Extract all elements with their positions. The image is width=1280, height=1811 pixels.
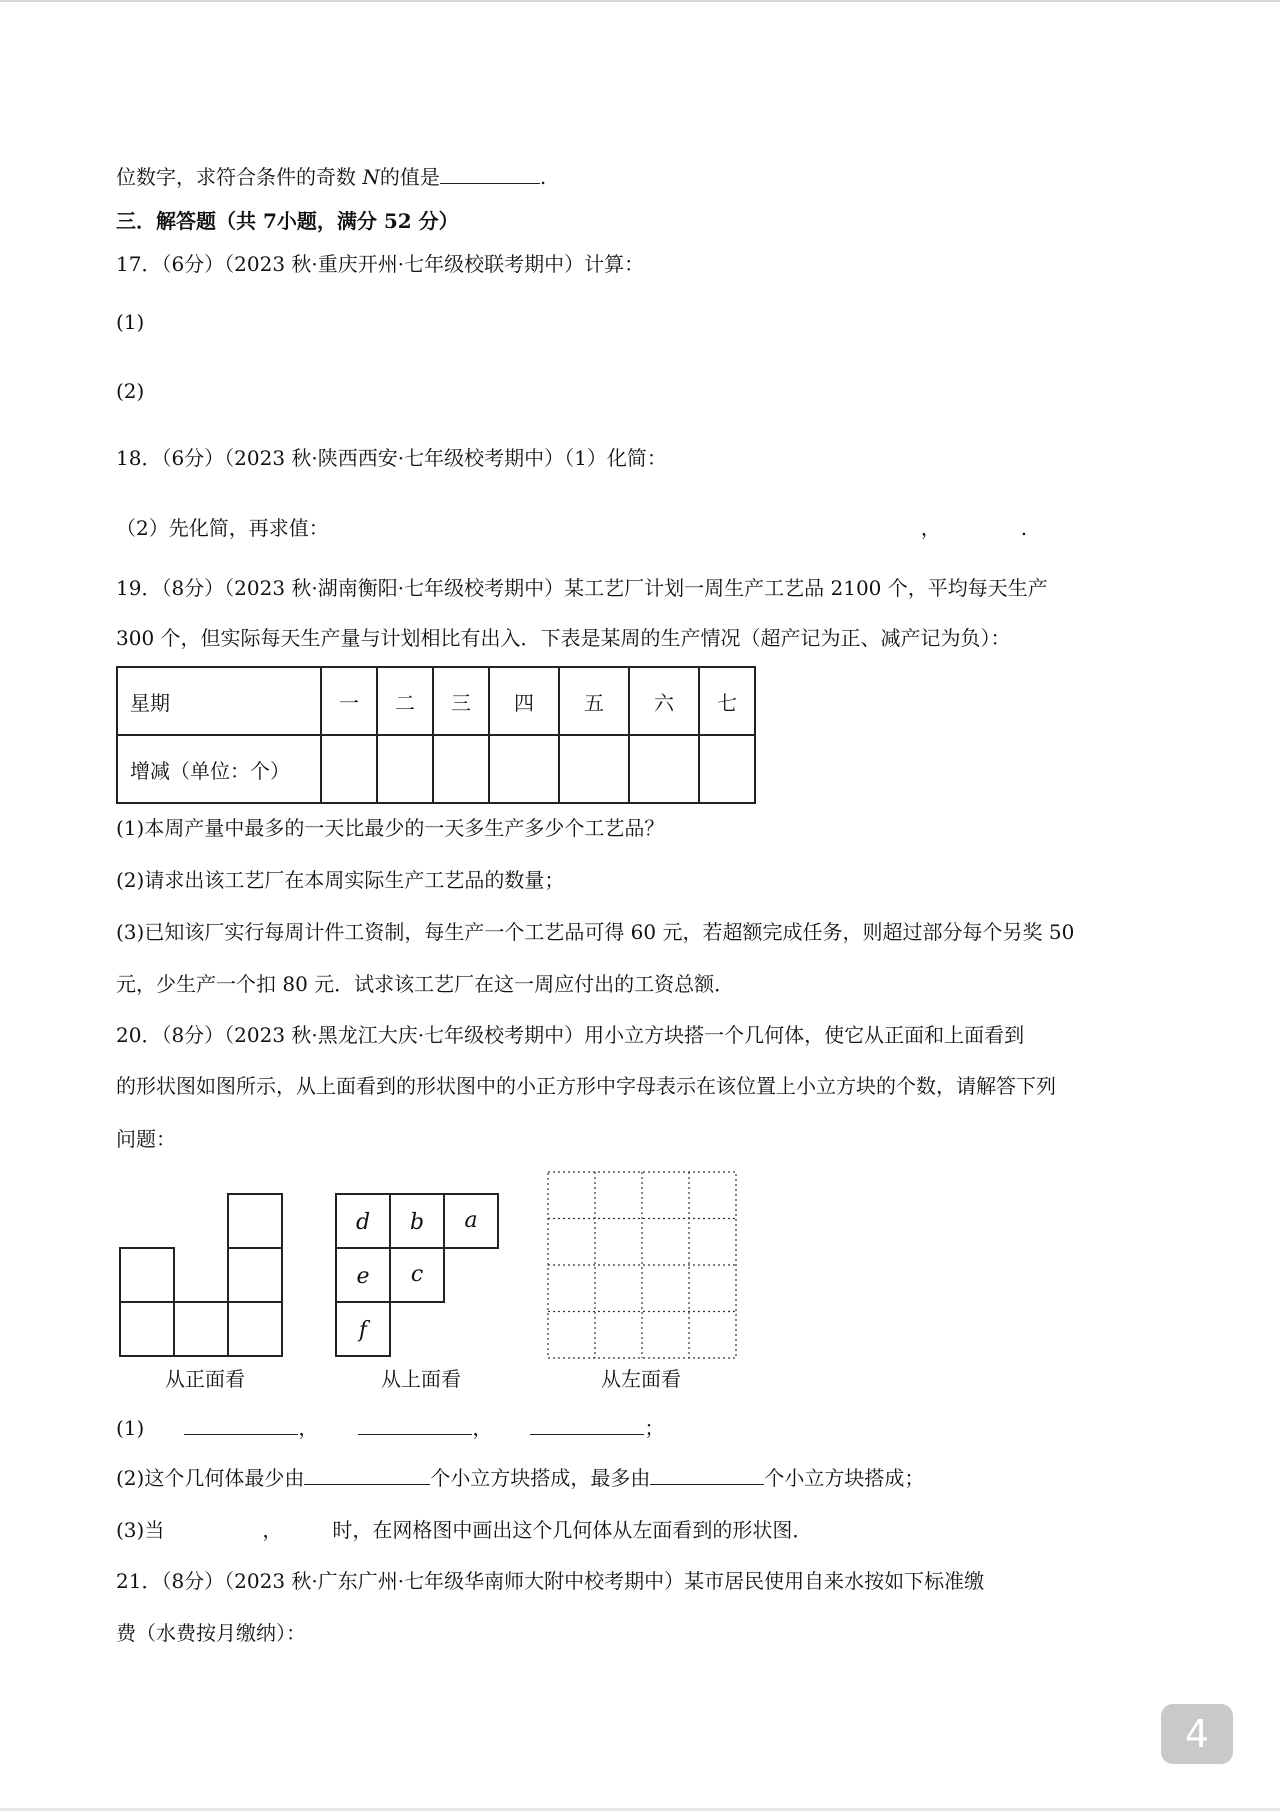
letter-d: d xyxy=(355,1210,371,1235)
question-19-part-3-line-2: 元，少生产一个扣 80 元．试求该工艺厂在这一周应付出的工资总额． xyxy=(116,972,735,996)
question-21-line-2: 费（水费按月缴纳）： xyxy=(116,1621,306,1645)
table-header-cell: 星期 xyxy=(117,667,321,735)
question-19-part-1: (1)本周产量中最多的一天比最少的一天多生产多少个工艺品？ xyxy=(116,816,665,840)
table-value-cell xyxy=(629,735,699,803)
question-18: 18．（6分）（2023 秋·陕西西安·七年级校考期中）（1）化简： xyxy=(116,446,667,470)
front-view-figure xyxy=(116,1190,288,1360)
page-number-badge: 4 xyxy=(1161,1704,1233,1764)
left-view-grid[interactable] xyxy=(544,1168,740,1362)
letter-a: a xyxy=(464,1208,478,1233)
question-19-part-2: (2)请求出该工艺厂在本周实际生产工艺品的数量； xyxy=(116,868,565,892)
table-day-cell: 二 xyxy=(377,667,433,735)
question-17-part-1: (1) xyxy=(116,310,145,334)
table-value-cell xyxy=(489,735,559,803)
question-19-part-3-line-1: (3)已知该厂实行每周计件工资制，每生产一个工艺品可得 60 元，若超额完成任务，则超过部分每个另奖 50 xyxy=(116,920,1075,944)
table-value-cell xyxy=(377,735,433,803)
letter-b: b xyxy=(409,1210,425,1235)
answer-blank[interactable] xyxy=(304,1464,430,1485)
answer-blank[interactable] xyxy=(650,1464,764,1485)
question-20-part-2: (2)这个几何体最少由 个小立方块搭成，最多由 个小立方块搭成； xyxy=(116,1466,925,1490)
answer-blank[interactable] xyxy=(358,1414,472,1435)
question-20-line-2: 的形状图如图所示，从上面看到的形状图中的小正方形中字母表示在该位置上小立方块的个数，请解答下列 xyxy=(116,1074,1056,1098)
answer-blank[interactable] xyxy=(184,1414,298,1435)
table-value-cell xyxy=(321,735,377,803)
table-day-cell: 一 xyxy=(321,667,377,735)
left-view-label: 从左面看 xyxy=(601,1367,681,1391)
answer-blank[interactable] xyxy=(530,1414,644,1435)
table-day-cell: 三 xyxy=(433,667,489,735)
q16-tail-line: 位数字，求符合条件的奇数 N的值是 . xyxy=(116,165,547,189)
question-19-line-2: 300 个，但实际每天生产量与计划相比有出入．下表是某周的生产情况（超产记为正、减产记为负）： xyxy=(116,626,1011,650)
question-19-line-1: 19．（8分）（2023 秋·湖南衡阳·七年级校考期中）某工艺厂计划一周生产工艺品 2100 个，平均每天生产 xyxy=(116,576,1048,600)
table-day-cell: 六 xyxy=(629,667,699,735)
table-value-cell xyxy=(699,735,755,803)
question-21-line-1: 21．（8分）（2023 秋·广东广州·七年级华南师大附中校考期中）某市居民使用自来水按如下标准缴 xyxy=(116,1569,985,1593)
production-table xyxy=(116,666,756,804)
question-18-part-2: （2）先化简，再求值： ， . xyxy=(116,516,1028,540)
table-row xyxy=(117,667,755,735)
table-value-cell xyxy=(559,735,629,803)
top-view-label: 从上面看 xyxy=(381,1367,461,1391)
letter-c: c xyxy=(410,1262,424,1287)
section-title: 三．解答题（共 7小题，满分 52 分） xyxy=(116,209,459,233)
question-20-part-3: (3)当 ， 时，在网格图中画出这个几何体从左面看到的形状图． xyxy=(116,1518,813,1542)
answer-blank[interactable] xyxy=(440,163,540,184)
front-view-label: 从正面看 xyxy=(165,1367,245,1391)
table-day-cell: 五 xyxy=(559,667,629,735)
table-day-cell: 七 xyxy=(699,667,755,735)
table-value-cell xyxy=(433,735,489,803)
top-view-figure xyxy=(332,1190,506,1360)
table-row xyxy=(117,735,755,803)
letter-e: e xyxy=(356,1264,370,1289)
table-header-cell: 增减（单位：个） xyxy=(117,735,321,803)
table-day-cell: 四 xyxy=(489,667,559,735)
question-20-line-1: 20．（8分）（2023 秋·黑龙江大庆·七年级校考期中）用小立方块搭一个几何体，使它从正面和上面看到 xyxy=(116,1023,1025,1047)
question-20-line-3: 问题： xyxy=(116,1127,176,1151)
letter-f: f xyxy=(358,1318,368,1343)
question-17: 17．（6分）（2023 秋·重庆开州·七年级校联考期中）计算： xyxy=(116,252,645,276)
question-20-part-1: (1) ， ， ； xyxy=(116,1416,665,1440)
top-border xyxy=(0,0,1280,2)
question-17-part-2: (2) xyxy=(116,379,145,403)
